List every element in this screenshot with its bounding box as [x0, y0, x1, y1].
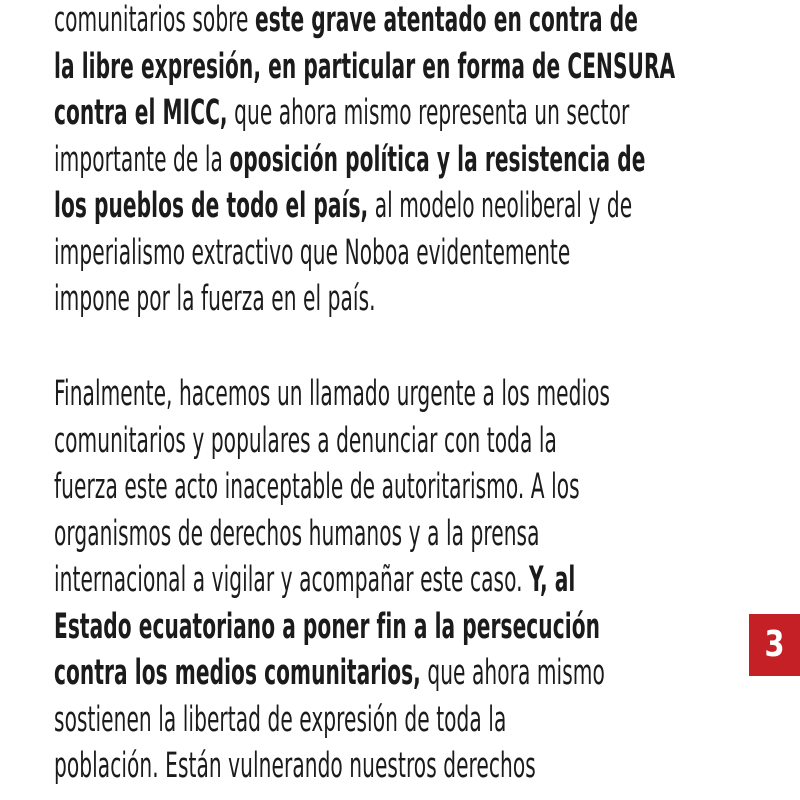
text-line: contra los medios comunitarios, que ahora mismo — [54, 653, 605, 693]
text-line: organismos de derechos humanos y a la prensa — [54, 513, 540, 554]
page-number-badge — [749, 614, 800, 676]
text-line: la libre expresión, en particular en forma de CENSURA — [54, 46, 676, 87]
text-line: Finalmente, hacemos un llamado urgente a los medios — [54, 374, 611, 414]
text-line: internacional a vigilar y acompañar este caso. Y, al — [54, 560, 576, 600]
text-line: contra el MICC, que ahora mismo representa un sector — [54, 93, 630, 133]
paragraph-censura — [54, 0, 800, 323]
text-line: Estado ecuatoriano a poner fin a la persecución — [54, 606, 601, 647]
text-line: sostienen la libertad de expresión de toda la — [54, 699, 507, 740]
text-line: fuerza este acto inaceptable de autoritarismo. A los — [54, 467, 580, 507]
text-line: importante de la oposición política y la resistencia de — [54, 139, 646, 180]
text-line: impone por la fuerza en el país. — [54, 279, 376, 319]
paragraph-llamado-urgente — [54, 371, 800, 790]
text-line: los pueblos de todo el país, al modelo neoliberal y de — [54, 186, 633, 226]
text-line: comunitarios sobre este grave atentado en contra de — [54, 0, 639, 40]
text-line: población. Están vulnerando nuestros derechos — [54, 746, 536, 786]
text-line: comunitarios y populares a denunciar con toda la — [54, 420, 557, 461]
page-number: 3 — [764, 624, 785, 665]
text-line: imperialismo extractivo que Noboa evidentemente — [54, 232, 571, 273]
